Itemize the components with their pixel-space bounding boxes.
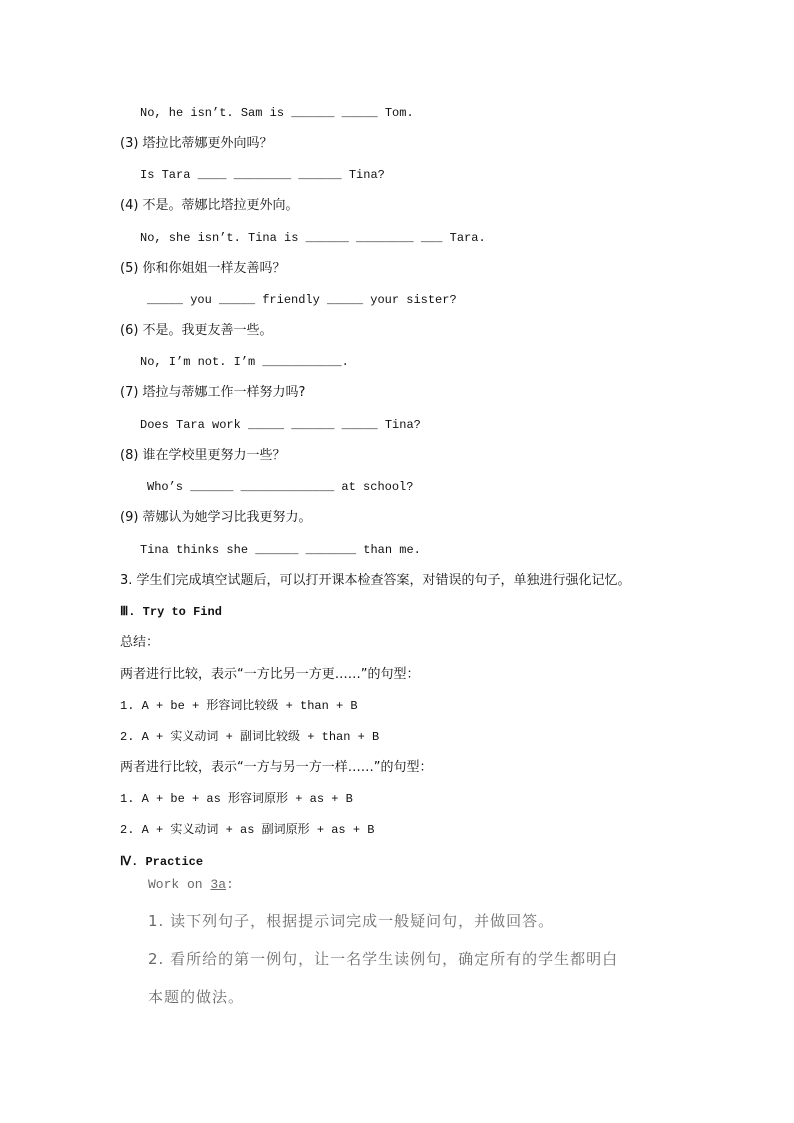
answer-line-4: No, she isn’t. Tina is ______ ________ ___ Tara. [140, 231, 486, 245]
equal-rule-2: 2. A + 实义动词 + as 副词原形 + as + B [120, 823, 375, 837]
answer-line-3: Is Tara ____ ________ ______ Tina? [140, 168, 385, 182]
work-on-ref: 3a [210, 877, 227, 892]
question-7: (7) 塔拉与蒂娜工作一样努力吗? [120, 385, 306, 400]
question-4: (4) 不是。蒂娜比塔拉更外向。 [120, 198, 299, 213]
comparative-rule-2: 2. A + 实义动词 + 副词比较级 + than + B [120, 730, 380, 744]
question-3: (3) 塔拉比蒂娜更外向吗？ [120, 136, 273, 151]
section-3-heading: Ⅲ. Try to Find [120, 605, 222, 619]
answer-line-9: Tina thinks she ______ _______ than me. [140, 543, 421, 557]
answer-line-7: Does Tara work _____ ______ _____ Tina? [140, 418, 421, 432]
work-on-prefix: Work on [148, 877, 211, 892]
practice-step-2: 2. 看所给的第一例句，让一名学生读例句，确定所有的学生都明白 [148, 950, 619, 968]
comparative-intro: 两者进行比较，表示“一方比另一方更……”的句型： [120, 667, 420, 682]
question-8: (8) 谁在学校里更努力一些？ [120, 448, 286, 463]
question-5: (5) 你和你姐姐一样友善吗？ [120, 261, 286, 276]
work-on-line [148, 876, 234, 894]
section-4-heading: Ⅳ. Practice [120, 855, 204, 869]
answer-line-8: Who’s ______ _____________ at school? [147, 480, 414, 494]
work-on-suffix: : [226, 877, 234, 892]
summary-label: 总结： [120, 635, 160, 650]
comparative-rule-1: 1. A + be + 形容词比较级 + than + B [120, 699, 358, 713]
equal-intro: 两者进行比较，表示“一方与另一方一样……”的句型： [120, 760, 433, 775]
step-3-instruction: 3. 学生们完成填空试题后，可以打开课本检查答案，对错误的句子，单独进行强化记忆。 [120, 573, 631, 588]
practice-step-2-cont: 本题的做法。 [148, 988, 245, 1006]
question-6: (6) 不是。我更友善一些。 [120, 323, 273, 338]
question-9: (9) 蒂娜认为她学习比我更努力。 [120, 510, 312, 525]
practice-step-1: 1. 读下列句子，根据提示词完成一般疑问句，并做回答。 [148, 912, 555, 930]
equal-rule-1: 1. A + be + as 形容词原形 + as + B [120, 792, 353, 806]
answer-line-2: No, he isn’t. Sam is ______ _____ Tom. [140, 106, 414, 120]
answer-line-5: _____ you _____ friendly _____ your sister? [147, 293, 457, 307]
answer-line-6: No, I’m not. I’m ___________. [140, 355, 349, 369]
